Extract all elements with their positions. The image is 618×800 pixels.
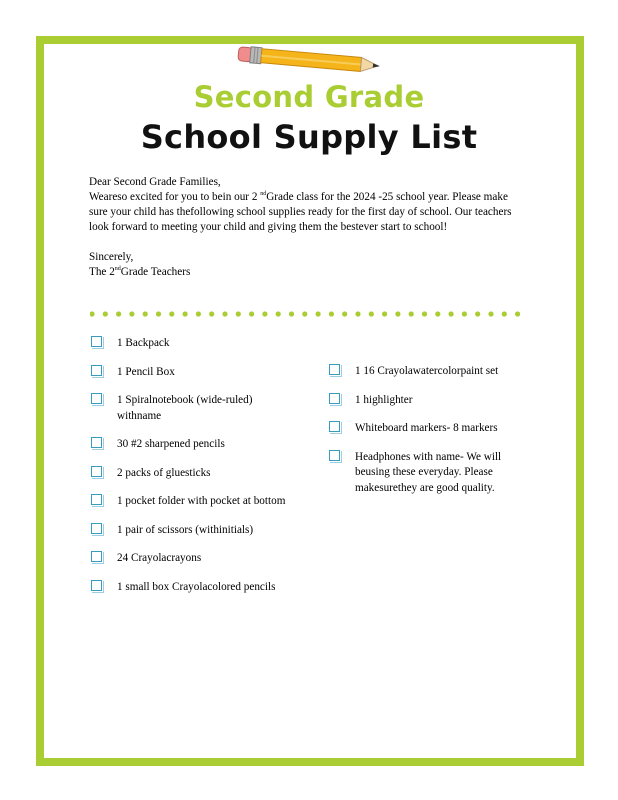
- supply-item-label: 24 Crayolacrayons: [117, 552, 202, 564]
- divider-dot: [262, 311, 267, 316]
- supply-item[interactable]: [90, 523, 290, 539]
- letter-body: [89, 190, 519, 235]
- letter-signature-part-1: The 2: [89, 266, 115, 278]
- divider-dot: [395, 311, 400, 316]
- divider-dot: [488, 311, 493, 316]
- divider-dot: [90, 311, 95, 316]
- checkbox-icon[interactable]: [91, 393, 102, 404]
- supply-item[interactable]: [90, 551, 290, 567]
- divider-dot: [222, 311, 227, 316]
- divider-dot: [209, 311, 214, 316]
- divider-dot: [302, 311, 307, 316]
- divider-dot: [515, 311, 520, 316]
- supply-item-label: 2 packs of gluesticks: [117, 466, 211, 479]
- letter-signature-part-2: Grade Teachers: [120, 266, 191, 278]
- checkbox-icon[interactable]: [91, 551, 102, 562]
- divider-dot: [276, 311, 281, 316]
- letter-signature-superscript: nd: [114, 266, 121, 272]
- checkbox-icon[interactable]: [91, 365, 102, 376]
- supply-item-label: 30 #2 sharpened pencils: [117, 438, 225, 450]
- divider-dot: [329, 311, 334, 316]
- page-title-line-1: Second Grade: [193, 80, 425, 114]
- letter-body-part-2: Grade class for the 2024 -25 school year. Please make sure your child has thefollowing school supplies ready for the first day of school. Our teachers look forward to meeting your child and giving them the bestever start to school!: [89, 191, 512, 233]
- checkbox-icon[interactable]: [91, 523, 102, 534]
- checkbox-icon[interactable]: [91, 494, 102, 505]
- divider-dot: [382, 311, 387, 316]
- supply-item-label: 1 small box Crayolacolored pencils: [117, 580, 276, 593]
- divider-dot: [355, 311, 360, 316]
- supply-item[interactable]: [90, 494, 290, 510]
- checkbox-icon[interactable]: [329, 421, 340, 432]
- divider-dot: [289, 311, 294, 316]
- supply-item[interactable]: [328, 364, 518, 380]
- dotted-divider: [90, 310, 520, 318]
- checkbox-icon[interactable]: [91, 466, 102, 477]
- divider-dot: [116, 311, 121, 316]
- supply-list-left: [90, 336, 290, 595]
- checkbox-icon[interactable]: [329, 364, 340, 375]
- supply-list-right: [328, 364, 518, 496]
- divider-dot: [342, 311, 347, 316]
- divider-dot: [316, 311, 321, 316]
- supply-item[interactable]: [328, 421, 518, 437]
- divider-dot: [409, 311, 414, 316]
- letter-body-part-1: Weareso excited for you to bein our 2: [89, 191, 261, 203]
- divider-dot: [236, 311, 241, 316]
- supply-item[interactable]: [90, 393, 290, 424]
- supply-item-label: 1 highlighter: [355, 393, 413, 406]
- checkbox-icon[interactable]: [329, 450, 340, 461]
- divider-dot: [449, 311, 454, 316]
- divider-dot: [169, 311, 174, 316]
- letter-closing: Sincerely,: [89, 251, 134, 263]
- supply-item-label: 1 Spiralnotebook (wide-ruled) withname: [117, 394, 253, 422]
- supply-item[interactable]: [90, 437, 290, 453]
- supply-item[interactable]: [328, 393, 518, 409]
- supply-item-label: 1 pocket folder with pocket at bottom: [117, 495, 286, 507]
- checkbox-icon[interactable]: [91, 580, 102, 591]
- divider-dot: [196, 311, 201, 316]
- divider-dot: [422, 311, 427, 316]
- supply-item-label: 1 Pencil Box: [117, 365, 175, 378]
- supply-item-label: Headphones with name- We will beusing these everyday. Please makesurethey are good quality.: [355, 450, 502, 494]
- checkbox-icon[interactable]: [91, 437, 102, 448]
- page-title-line-2: School Supply List: [140, 118, 478, 156]
- supply-item[interactable]: [90, 466, 290, 482]
- divider-dot: [143, 311, 148, 316]
- divider-dot: [462, 311, 467, 316]
- pencil-icon: [230, 45, 390, 79]
- letter-body-superscript: nd: [260, 191, 267, 197]
- supply-item-label: Whiteboard markers- 8 markers: [355, 422, 498, 434]
- divider-dot: [129, 311, 134, 316]
- divider-dot: [369, 311, 374, 316]
- letter-greeting: Dear Second Grade Families,: [89, 176, 221, 188]
- supply-item-label: 1 pair of scissors (withinitials): [117, 523, 254, 536]
- supply-item[interactable]: [90, 365, 290, 381]
- letter-text: [89, 175, 519, 280]
- supply-item[interactable]: [328, 450, 518, 497]
- divider-dot: [435, 311, 440, 316]
- divider-dot: [475, 311, 480, 316]
- checkbox-icon[interactable]: [91, 336, 102, 347]
- divider-dot: [183, 311, 188, 316]
- supply-item-label: 1 16 Crayolawatercolorpaint set: [355, 365, 499, 377]
- divider-dot: [156, 311, 161, 316]
- checkbox-icon[interactable]: [329, 393, 340, 404]
- supply-item[interactable]: [90, 336, 290, 352]
- divider-dot: [502, 311, 507, 316]
- supply-item[interactable]: [90, 580, 290, 596]
- supply-item-label: 1 Backpack: [117, 337, 170, 349]
- divider-dot: [249, 311, 254, 316]
- letter-signature: [89, 265, 519, 280]
- divider-dot: [103, 311, 108, 316]
